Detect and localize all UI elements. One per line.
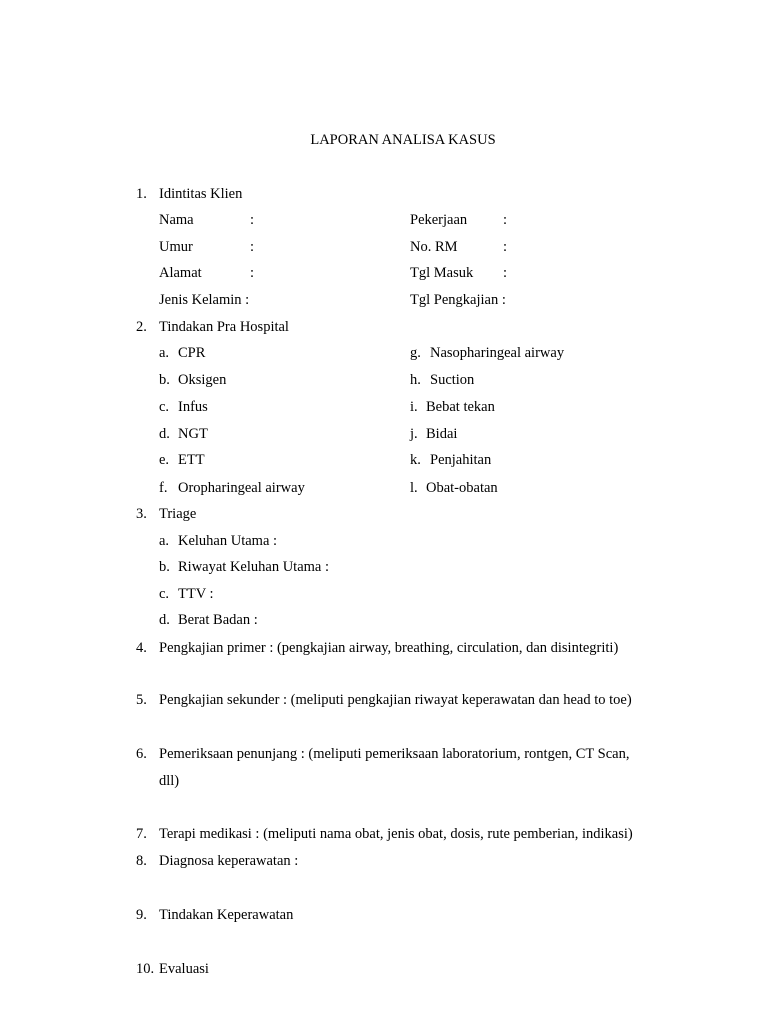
list-marker: j.	[410, 426, 418, 442]
list-marker: h.	[410, 372, 421, 388]
list-marker: i.	[410, 399, 418, 415]
list-marker: a.	[159, 345, 170, 361]
triage-item-keluhan-utama: Keluhan Utama :	[178, 533, 278, 549]
section-6-number: 6.	[136, 746, 147, 762]
triage-item-riwayat: Riwayat Keluhan Utama :	[178, 559, 329, 575]
document-title: LAPORAN ANALISA KASUS	[310, 132, 496, 148]
section-8-text: Diagnosa keperawatan :	[159, 853, 299, 869]
field-label-nama: Nama	[159, 212, 194, 228]
list-marker: b.	[159, 559, 170, 575]
section-10-text: Evaluasi	[159, 961, 209, 977]
section-5-number: 5.	[136, 692, 147, 708]
field-label-jenis-kelamin: Jenis Kelamin :	[159, 292, 250, 308]
field-label-no-rm: No. RM	[410, 239, 458, 255]
triage-item-ttv: TTV :	[178, 586, 214, 602]
section-4-text: Pengkajian primer : (pengkajian airway, breathing, circulation, dan disintegriti)	[159, 640, 619, 656]
list-marker: l.	[410, 480, 418, 496]
section-1-number: 1.	[136, 186, 147, 202]
section-1-heading: Idintitas Klien	[159, 186, 243, 202]
section-9-text: Tindakan Keperawatan	[159, 907, 294, 923]
field-colon: :	[503, 265, 508, 281]
section-6-text-line2: dll)	[159, 773, 180, 789]
field-colon: :	[503, 239, 508, 255]
list-marker: c.	[159, 586, 170, 602]
field-label-tgl-pengkajian: Tgl Pengkajian :	[410, 292, 506, 308]
field-colon: :	[503, 212, 508, 228]
list-marker: g.	[410, 345, 421, 361]
list-item-cpr: CPR	[178, 345, 206, 361]
section-3-heading: Triage	[159, 506, 197, 522]
list-item-ngt: NGT	[178, 426, 208, 442]
list-marker: e.	[159, 452, 170, 468]
list-item-bidai: Bidai	[426, 426, 458, 442]
list-item-suction: Suction	[430, 372, 475, 388]
list-item-ett: ETT	[178, 452, 205, 468]
list-marker: c.	[159, 399, 170, 415]
list-marker: d.	[159, 426, 170, 442]
field-colon: :	[250, 212, 255, 228]
list-item-oksigen: Oksigen	[178, 372, 227, 388]
section-10-number: 10.	[136, 961, 155, 977]
field-label-umur: Umur	[159, 239, 193, 255]
list-item-obat-obatan: Obat-obatan	[426, 480, 498, 496]
list-item-oropharingeal: Oropharingeal airway	[178, 480, 305, 496]
field-label-tgl-masuk: Tgl Masuk	[410, 265, 474, 281]
list-item-bebat-tekan: Bebat tekan	[426, 399, 495, 415]
section-4-number: 4.	[136, 640, 147, 656]
field-label-alamat: Alamat	[159, 265, 202, 281]
list-item-nasopharingeal: Nasopharingeal airway	[430, 345, 565, 361]
section-6-text-line1: Pemeriksaan penunjang : (meliputi pemeriksaan laboratorium, rontgen, CT Scan,	[159, 746, 630, 762]
field-label-pekerjaan: Pekerjaan	[410, 212, 468, 228]
section-7-text: Terapi medikasi : (meliputi nama obat, jenis obat, dosis, rute pemberian, indikasi)	[159, 826, 633, 842]
list-marker: f.	[159, 480, 168, 496]
section-3-number: 3.	[136, 506, 147, 522]
section-5-text: Pengkajian sekunder : (meliputi pengkajian riwayat keperawatan dan head to toe)	[159, 692, 632, 708]
field-colon: :	[250, 265, 255, 281]
section-8-number: 8.	[136, 853, 147, 869]
list-item-penjahitan: Penjahitan	[430, 452, 492, 468]
list-marker: d.	[159, 612, 170, 628]
section-7-number: 7.	[136, 826, 147, 842]
list-marker: k.	[410, 452, 421, 468]
field-colon: :	[250, 239, 255, 255]
section-9-number: 9.	[136, 907, 147, 923]
list-item-infus: Infus	[178, 399, 208, 415]
list-marker: b.	[159, 372, 170, 388]
triage-item-berat-badan: Berat Badan :	[178, 612, 258, 628]
section-2-number: 2.	[136, 319, 147, 335]
section-2-heading: Tindakan Pra Hospital	[159, 319, 289, 335]
list-marker: a.	[159, 533, 170, 549]
